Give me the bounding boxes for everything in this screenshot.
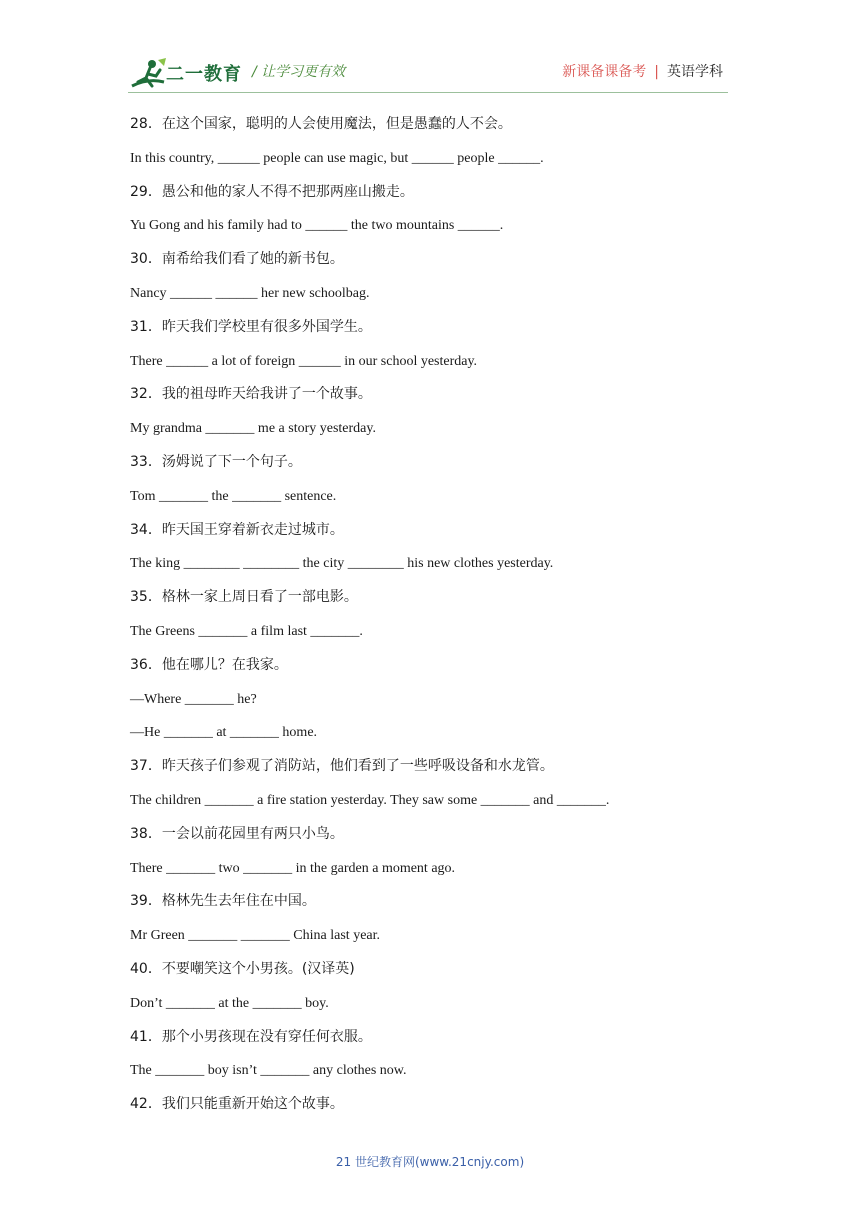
question-32-prompt: 32．我的祖母昨天给我讲了一个故事。 — [130, 386, 372, 403]
slogan: / 让学习更有效 — [252, 64, 346, 80]
page-header — [0, 0, 860, 100]
header-right — [562, 61, 723, 81]
question-28-answer: In this country, ______ people can use magic, but ______ people ______. — [130, 150, 544, 166]
question-28-prompt: 28．在这个国家，聪明的人会使用魔法，但是愚蠢的人不会。 — [130, 116, 512, 132]
question-41-answer: The _______ boy isn’t _______ any clothes now. — [130, 1063, 407, 1079]
question-32-answer: My grandma _______ me a story yesterday. — [130, 421, 376, 437]
question-list — [130, 108, 730, 1122]
question-31-answer: There ______ a lot of foreign ______ in our school yesterday. — [130, 353, 478, 369]
page-footer: 21 世纪教育网(www.21cnjy.com) — [335, 1155, 525, 1169]
header-separator: | — [654, 64, 659, 80]
question-33-answer: Tom _______ the _______ sentence. — [130, 488, 337, 504]
question-36-answer: —Where _______ he? — [130, 691, 257, 707]
question-34-prompt: 34．昨天国王穿着新衣走过城市。 — [130, 521, 344, 538]
question-36-answer-2: —He _______ at _______ home. — [130, 725, 318, 741]
question-33-prompt: 33．汤姆说了下一个句子。 — [130, 453, 302, 470]
question-30-prompt: 30．南希给我们看了她的新书包。 — [130, 251, 344, 268]
question-31-prompt: 31．昨天我们学校里有很多外国学生。 — [130, 318, 372, 335]
question-34-answer: The king ________ ________ the city ________ his new clothes yesterday. — [130, 556, 554, 572]
question-35-prompt: 35．格林一家上周日看了一部电影。 — [130, 589, 358, 606]
question-29-prompt: 29．愚公和他的家人不得不把那两座山搬走。 — [130, 183, 414, 200]
question-40-prompt: 40．不要嘲笑这个小男孩。(汉译英) — [130, 960, 355, 977]
header-divider — [128, 92, 728, 93]
header-tag-left: 新课备课备考 — [562, 64, 647, 80]
question-36-prompt: 36．他在哪儿？在我家。 — [130, 656, 288, 673]
question-37-answer: The children _______ a fire station yesterday. They saw some _______ and _______. — [130, 792, 610, 808]
question-40-answer: Don’t _______ at the _______ boy. — [130, 995, 329, 1011]
question-37-prompt: 37．昨天孩子们参观了消防站，他们看到了一些呼吸设备和水龙管。 — [130, 758, 554, 775]
question-38-answer: There _______ two _______ in the garden a moment ago. — [130, 860, 456, 876]
logo-text: 二一教育 — [166, 64, 242, 84]
question-41-prompt: 41．那个小男孩现在没有穿任何衣服。 — [130, 1028, 372, 1045]
question-39-prompt: 39．格林先生去年住在中国。 — [130, 893, 316, 910]
question-30-answer: Nancy ______ ______ her new schoolbag. — [130, 285, 370, 301]
question-38-prompt: 38．一会以前花园里有两只小鸟。 — [130, 825, 344, 842]
question-39-answer: Mr Green _______ _______ China last year. — [130, 928, 381, 944]
question-29-answer: Yu Gong and his family had to ______ the two mountains ______. — [130, 218, 504, 234]
header-tag-right: 英语学科 — [667, 64, 723, 80]
question-35-answer: The Greens _______ a film last _______. — [130, 623, 363, 639]
question-42-prompt: 42．我们只能重新开始这个故事。 — [130, 1096, 344, 1113]
